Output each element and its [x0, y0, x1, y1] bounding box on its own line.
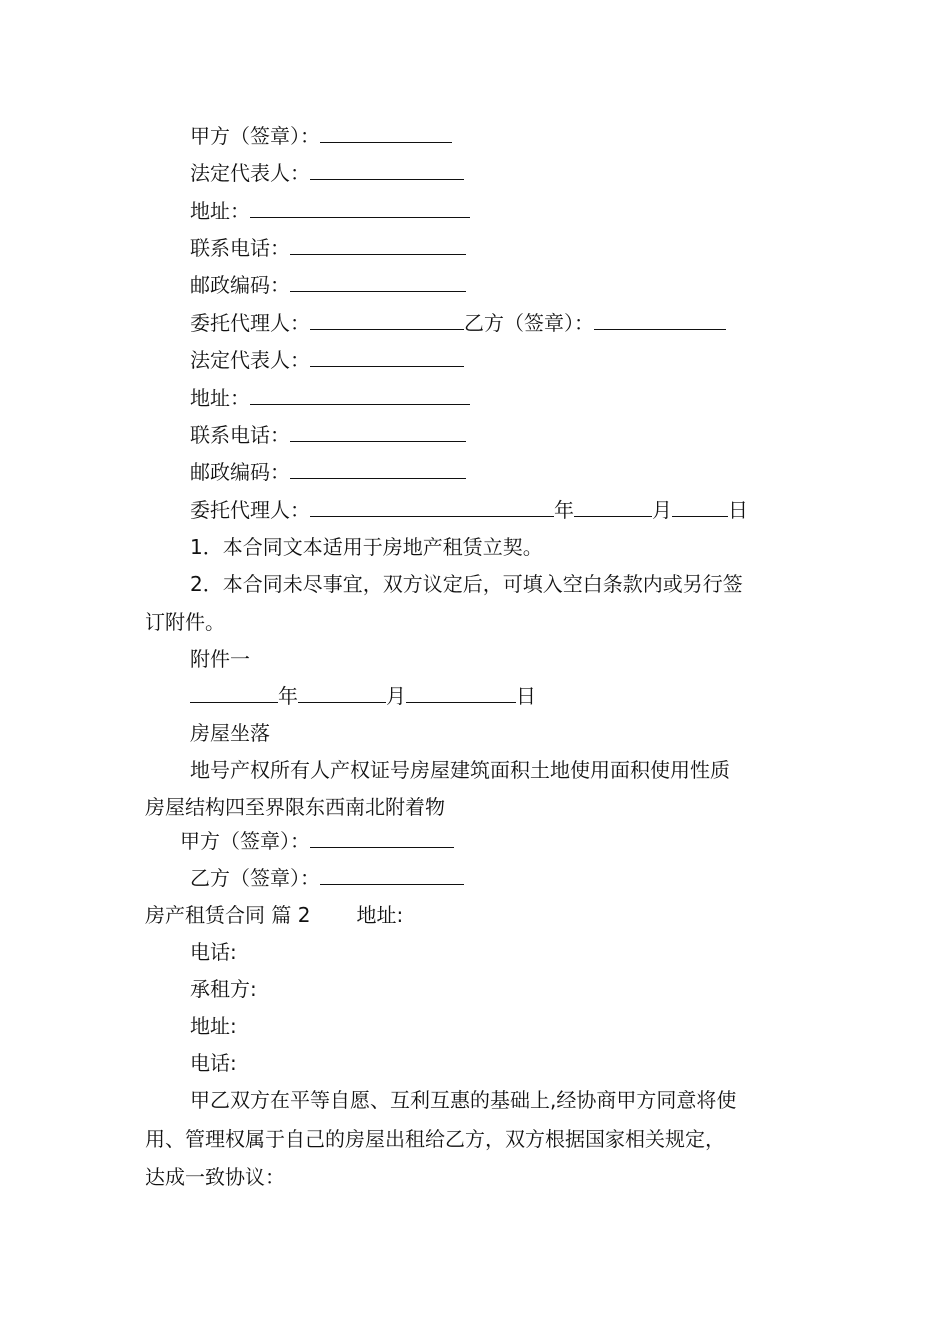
attachment-year-label: 年 — [278, 684, 298, 708]
party-b-phone-label: 联系电话： — [190, 423, 290, 447]
lessor-address-label: 地址: — [356, 903, 404, 927]
attachment-fields-line-2: 房屋结构四至界限东西南北附着物 — [145, 795, 445, 819]
party-a-sign-blank — [320, 124, 452, 143]
lessee-label: 承租方: — [190, 977, 257, 1001]
date-day-label: 日 — [728, 498, 748, 522]
party-b-legal-rep-blank — [310, 348, 464, 367]
contract-2-paragraph-line-3: 达成一致协议： — [145, 1165, 285, 1189]
party-b-address-row — [190, 385, 470, 411]
party-a-legal-rep-blank — [310, 161, 464, 180]
party-b-address-blank — [250, 386, 470, 405]
lessee-phone-label: 电话: — [190, 1051, 237, 1075]
party-b-phone-blank — [290, 423, 466, 442]
party-a-postcode-row — [190, 272, 466, 298]
attachment-date-row — [190, 683, 536, 709]
party-b-postcode-blank — [290, 460, 466, 479]
lessee-address-label: 地址: — [190, 1014, 237, 1038]
party-a-sign-label: 甲方（签章）： — [190, 124, 320, 148]
attachment-party-b-sign-blank — [320, 866, 464, 885]
party-a-postcode-blank — [290, 273, 466, 292]
contract-2-paragraph-line-1: 甲乙双方在平等自愿、互利互惠的基础上,经协商甲方同意将使 — [190, 1088, 737, 1112]
party-b-agent-blank — [310, 498, 554, 517]
party-a-sign-row — [190, 123, 452, 149]
attachment-month-label: 月 — [386, 684, 406, 708]
date-year-label: 年 — [554, 498, 574, 522]
attachment-day-blank — [406, 684, 516, 703]
note-1: 1．本合同文本适用于房地产租赁立契。 — [190, 535, 543, 559]
party-a-phone-label: 联系电话： — [190, 236, 290, 260]
party-b-legal-rep-row — [190, 347, 464, 373]
party-a-address-blank — [250, 199, 470, 218]
attachment-location: 房屋坐落 — [190, 721, 270, 745]
lessor-phone-label: 电话: — [190, 940, 237, 964]
date-day-blank — [672, 498, 728, 517]
attachment-title: 附件一 — [190, 647, 250, 671]
attachment-party-a-sign-blank — [310, 829, 454, 848]
attachment-year-blank — [190, 684, 278, 703]
party-b-postcode-label: 邮政编码： — [190, 460, 290, 484]
attachment-party-a-sign-row — [180, 828, 454, 854]
contract-2-heading: 房产租赁合同 篇 2 — [145, 903, 311, 927]
party-a-phone-row — [190, 235, 466, 261]
date-month-label: 月 — [652, 498, 672, 522]
note-2-line-2: 订附件。 — [145, 610, 225, 634]
party-a-legal-rep-row — [190, 160, 464, 186]
party-a-address-row — [190, 198, 470, 224]
party-a-agent-blank — [310, 311, 464, 330]
party-b-agent-label: 委托代理人： — [190, 498, 310, 522]
attachment-month-blank — [298, 684, 386, 703]
party-a-agent-row — [190, 310, 726, 336]
attachment-party-a-sign-label: 甲方（签章）： — [180, 829, 310, 853]
party-b-phone-row — [190, 422, 466, 448]
attachment-party-b-sign-label: 乙方（签章）： — [190, 866, 320, 890]
attachment-fields-line-1: 地号产权所有人产权证号房屋建筑面积土地使用面积使用性质 — [190, 758, 730, 782]
party-b-legal-rep-label: 法定代表人： — [190, 348, 310, 372]
party-b-agent-date-row — [190, 497, 748, 523]
date-month-blank — [574, 498, 652, 517]
party-b-sign-label: 乙方（签章）： — [464, 311, 594, 335]
note-2-line-1: 2．本合同未尽事宜，双方议定后，可填入空白条款内或另行签 — [190, 572, 743, 596]
party-a-agent-label: 委托代理人： — [190, 311, 310, 335]
party-a-postcode-label: 邮政编码： — [190, 273, 290, 297]
party-b-address-label: 地址： — [190, 386, 250, 410]
party-a-address-label: 地址： — [190, 199, 250, 223]
party-a-phone-blank — [290, 236, 466, 255]
attachment-party-b-sign-row — [190, 865, 464, 891]
party-b-sign-blank — [594, 311, 726, 330]
attachment-day-label: 日 — [516, 684, 536, 708]
contract-2-paragraph-line-2: 用、管理权属于自己的房屋出租给乙方，双方根据国家相关规定， — [145, 1127, 725, 1151]
contract-2-heading-row — [145, 902, 403, 928]
party-b-postcode-row — [190, 459, 466, 485]
party-a-legal-rep-label: 法定代表人： — [190, 161, 310, 185]
